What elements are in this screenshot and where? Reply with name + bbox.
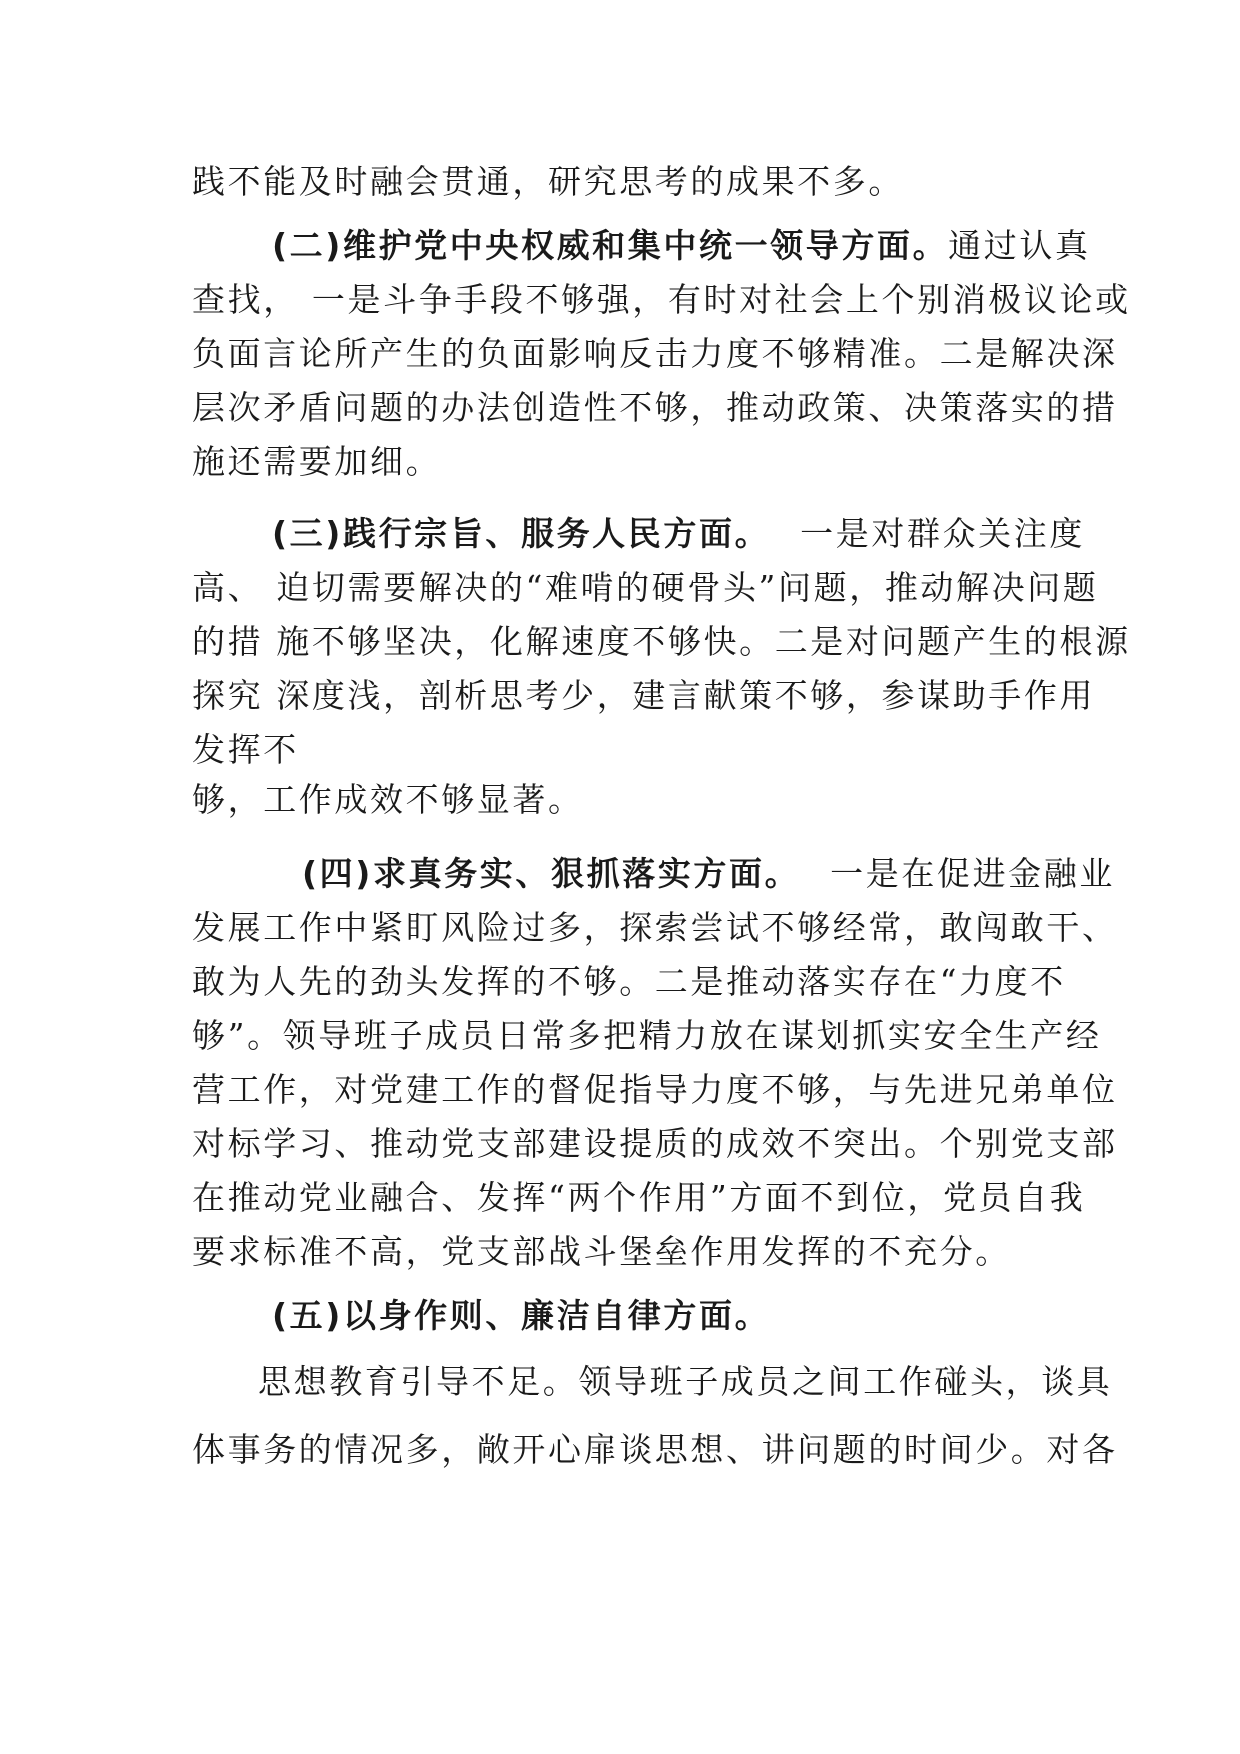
paragraph-line: 探究 深度浅，剖析思考少，建言献策不够，参谋助手作用 xyxy=(192,676,1096,715)
paragraph-text: 通过认真 xyxy=(948,226,1091,265)
section-heading: (五)以身作则、廉洁自律方面。 xyxy=(272,1296,771,1335)
paragraph-line: 的措 施不够坚决，化解速度不够快。二是对问题产生的根源 xyxy=(192,622,1131,661)
paragraph-text: 一是在促进金融业 xyxy=(830,854,1115,893)
paragraph-line: 体事务的情况多，敞开心扉谈思想、讲问题的时间少。对各 xyxy=(192,1430,1118,1469)
paragraph-line: 思想教育引导不足。领导班子成员之间工作碰头，谈具 xyxy=(258,1362,1113,1401)
section-heading: (二)维护党中央权威和集中统一领导方面。 xyxy=(272,226,949,265)
paragraph-line: 践不能及时融会贯通，研究思考的成果不多。 xyxy=(192,162,904,201)
paragraph-line: 够，工作成效不够显著。 xyxy=(192,780,584,819)
paragraph-line: 够”。领导班子成员日常多把精力放在谋划抓实安全生产经 xyxy=(192,1016,1102,1055)
paragraph-line: 要求标准不高，党支部战斗堡垒作用发挥的不充分。 xyxy=(192,1232,1011,1271)
section-heading: (三)践行宗旨、服务人民方面。 xyxy=(272,514,771,553)
paragraph-line: 对标学习、推动党支部建设提质的成效不突出。个别党支部 xyxy=(192,1124,1118,1163)
paragraph-line: 在推动党业融合、发挥“两个作用”方面不到位，党员自我 xyxy=(192,1178,1086,1217)
paragraph-line: 发挥不 xyxy=(192,730,299,769)
paragraph-line: 高、 迫切需要解决的“难啃的硬骨头”问题，推动解决问题 xyxy=(192,568,1099,607)
paragraph-line: 敢为人先的劲头发挥的不够。二是推动落实存在“力度不 xyxy=(192,962,1066,1001)
paragraph-line: 营工作，对党建工作的督促指导力度不够，与先进兄弟单位 xyxy=(192,1070,1118,1109)
section-2-first-line xyxy=(272,226,1091,266)
paragraph-line: 负面言论所产生的负面影响反击力度不够精准。二是解决深 xyxy=(192,334,1118,373)
paragraph-line: 施还需要加细。 xyxy=(192,442,442,481)
paragraph-line: 查找， 一是斗争手段不够强，有时对社会上个别消极议论或 xyxy=(192,280,1131,319)
section-3-first-line xyxy=(272,514,1085,554)
section-4-first-line xyxy=(302,854,1115,894)
paragraph-line: 发展工作中紧盯风险过多，探索尝试不够经常，敢闯敢干、 xyxy=(192,908,1118,947)
paragraph-line: 层次矛盾问题的办法创造性不够，推动政策、决策落实的措 xyxy=(192,388,1118,427)
section-heading: (四)求真务实、狠抓落实方面。 xyxy=(302,854,801,893)
paragraph-text: 一是对群众关注度 xyxy=(800,514,1085,553)
